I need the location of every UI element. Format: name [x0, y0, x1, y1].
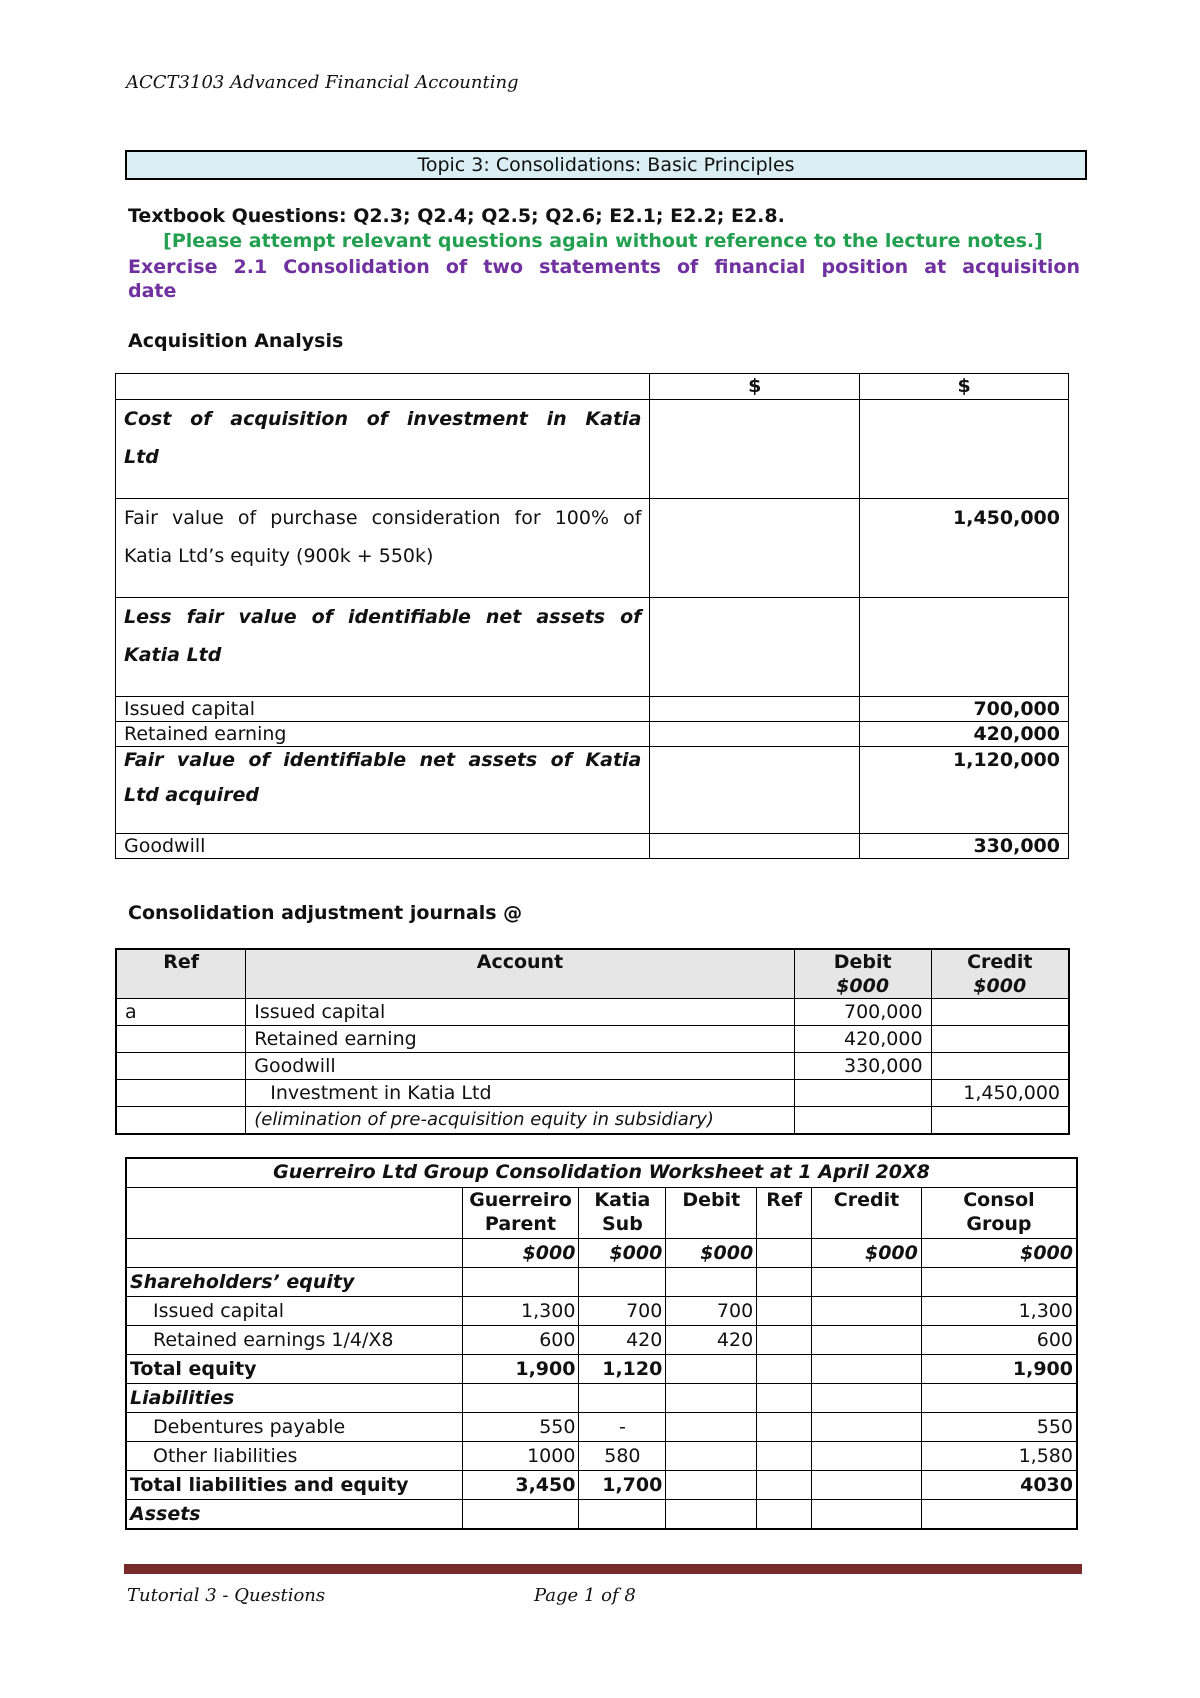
table-row [126, 1158, 1077, 1188]
table-row: Total equity 1,900 1,120 1,900 [126, 1355, 1077, 1384]
table-row [116, 747, 1069, 834]
col-header: Account [246, 949, 795, 999]
acquisition-analysis-table [115, 373, 1069, 859]
table-row [126, 1384, 1077, 1413]
journal-table [115, 948, 1070, 1135]
amount: 700,000 [860, 697, 1069, 722]
col-header: Consol Group [921, 1188, 1077, 1239]
section-label: Shareholders’ equity [126, 1268, 462, 1297]
table-row: Goodwill 330,000 [116, 1053, 1069, 1080]
table-row: Investment in Katia Ltd 1,450,000 [116, 1080, 1069, 1107]
table-row [116, 374, 1069, 400]
table-row: Other liabilities 1000 580 1,580 [126, 1442, 1077, 1471]
consolidation-worksheet [125, 1157, 1078, 1530]
table-header-row [126, 1188, 1077, 1239]
topic-title: Topic 3: Consolidations: Basic Principles [417, 154, 795, 176]
journal-heading: Consolidation adjustment journals @ [128, 902, 523, 924]
row-label: Goodwill [116, 834, 650, 859]
footer-left: Tutorial 3 - Questions [127, 1585, 326, 1606]
row-label: Issued capital [116, 697, 650, 722]
topic-title-box [125, 150, 1087, 180]
col-header: Ref [757, 1188, 812, 1239]
amount: 330,000 [860, 834, 1069, 859]
table-row [116, 722, 1069, 747]
table-row [126, 1500, 1077, 1530]
table-row [116, 499, 1069, 598]
footer-divider [124, 1564, 1082, 1574]
table-row [116, 697, 1069, 722]
col-header: Guerreiro Parent [462, 1188, 579, 1239]
table-row [116, 598, 1069, 697]
table-row [116, 400, 1069, 499]
table-row: Debentures payable 550 - 550 [126, 1413, 1077, 1442]
col-header: Ref [116, 949, 246, 999]
row-label: Fair value of purchase consideration for 100% of Katia Ltd’s equity (900k + 550k) [116, 499, 650, 598]
table-row: Retained earnings 1/4/X8 600 420 420 600 [126, 1326, 1077, 1355]
col-header: Debit [666, 1188, 757, 1239]
amount: 1,120,000 [860, 747, 1069, 834]
col-header: Debit $000 [794, 949, 931, 999]
col-header: $ [650, 374, 860, 400]
acquisition-analysis-heading: Acquisition Analysis [128, 330, 344, 352]
table-row [126, 1268, 1077, 1297]
unit-row: $000 $000 $000 $000 $000 [126, 1239, 1077, 1268]
col-header: Credit [812, 1188, 922, 1239]
amount: 1,450,000 [860, 499, 1069, 598]
table-row [116, 834, 1069, 859]
page-number: Page 1 of 8 [534, 1585, 636, 1606]
col-header: Credit $000 [931, 949, 1069, 999]
table-row: (elimination of pre-acquisition equity in subsidiary) [116, 1107, 1069, 1135]
attempt-note: [Please attempt relevant questions again without reference to the lecture notes.] [163, 230, 1043, 252]
row-label: Retained earning [116, 722, 650, 747]
exercise-title-line2: date [128, 280, 177, 302]
table-header-row [116, 949, 1069, 999]
table-row: Total liabilities and equity 3,450 1,700 4030 [126, 1471, 1077, 1500]
col-header: Katia Sub [579, 1188, 666, 1239]
course-header: ACCT3103 Advanced Financial Accounting [126, 72, 519, 93]
row-label: Less fair value of identifiable net assets of Katia Ltd [116, 598, 650, 697]
section-label: Assets [126, 1500, 462, 1530]
table-row: Issued capital 1,300 700 700 1,300 [126, 1297, 1077, 1326]
textbook-questions: Textbook Questions: Q2.3; Q2.4; Q2.5; Q2.6; E2.1; E2.2; E2.8. [128, 205, 785, 227]
table-row: Retained earning 420,000 [116, 1026, 1069, 1053]
exercise-title-line1: Exercise 2.1 Consolidation of two statements of financial position at acquisition [128, 256, 1080, 278]
col-header: $ [860, 374, 1069, 400]
section-label: Liabilities [126, 1384, 462, 1413]
row-label: Cost of acquisition of investment in Katia Ltd [116, 400, 650, 499]
worksheet-title: Guerreiro Ltd Group Consolidation Worksheet at 1 April 20X8 [126, 1158, 1077, 1188]
table-row: a Issued capital 700,000 [116, 999, 1069, 1026]
amount: 420,000 [860, 722, 1069, 747]
row-label: Fair value of identifiable net assets of Katia Ltd acquired [116, 747, 650, 834]
